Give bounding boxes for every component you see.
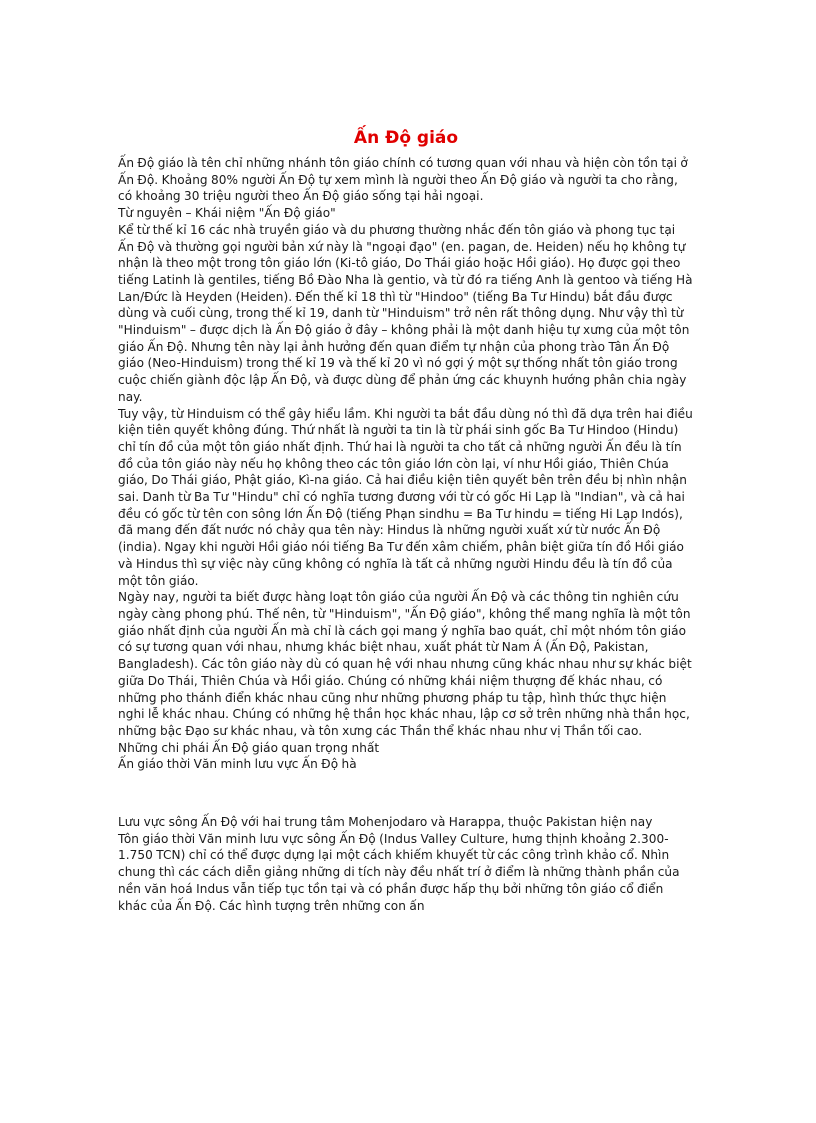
heading-etymology: Từ nguyên – Khái niệm "Ấn Độ giáo" <box>118 206 336 221</box>
heading-indus-religion: Ấn giáo thời Văn minh lưu vực Ấn Độ hà <box>118 757 357 772</box>
paragraph-history: Kể từ thế kỉ 16 các nhà truyền giáo và du phương thường nhắc đến tôn giáo và phong tục tại Ấn Độ và thường gọi người bản xứ này là "ngoại đạo" (en. pagan, de. Heiden) nếu họ không tự nhận là theo một trong tôn giáo lớn (Ki-tô giáo, Do Thái giáo hoặc Hồi giáo). Họ được gọi theo tiếng Latinh là gentiles, tiếng Bồ Đào Nha là gentio, và từ đó ra tiếng Anh là gentoo và tiếng Hà Lan/Đức là Heyden (Heiden). Đến thế kỉ 18 thì từ "Hindoo" (tiếng Ba Tư Hindu) bắt đầu được dùng và cuối cùng, trong thế kỉ 19, danh từ "Hinduism" trở nên rất thông dụng. Như vậy thì từ "Hinduism" – được dịch là Ấn Độ giáo ở đây – không phải là một danh hiệu tự xưng của một tôn giáo Ấn Độ. Nhưng tên này lại ảnh hưởng đến quan điểm tự nhận của phong trào Tân Ấn Độ giáo (Neo-Hinduism) trong thế kỉ 19 và thế kỉ 20 vì nó gợi ý một sự thống nhất tôn giáo trong cuộc chiến giành độc lập Ấn Độ, và được dùng để phản ứng các khuynh hướng phân chia ngày nay. <box>118 222 693 404</box>
document-body <box>118 155 694 914</box>
paragraph-intro: Ấn Độ giáo là tên chỉ những nhánh tôn giáo chính có tương quan với nhau và hiện còn tồn tại ở Ấn Độ. Khoảng 80% người Ấn Độ tự xem mình là người theo Ấn Độ giáo và người ta cho rằng, có khoảng 30 triệu người theo Ấn Độ giáo sống tại hải ngoại. <box>118 156 688 204</box>
heading-branches: Những chi phái Ấn Độ giáo quan trọng nhất <box>118 740 380 755</box>
image-gap <box>118 773 694 814</box>
paragraph-misunderstanding: Tuy vậy, từ Hinduism có thể gây hiểu lầm. Khi người ta bắt đầu dùng nó thì đã dựa trên hai điều kiện tiên quyết không đúng. Thứ nhất là người ta tin là từ phái sinh gốc Ba Tư Hindoo (Hindu) chỉ tín đồ của một tôn giáo nhất định. Thứ hai là người ta cho tất cả những người Ấn đều là tín đồ của tôn giáo này nếu họ không theo các tôn giáo lớn còn lại, ví như Hồi giáo, Thiên Chúa giáo, Do Thái giáo, Phật giáo, Kì-na giáo. Cả hai điều kiện tiên quyết bên trên đều bị nhìn nhận sai. Danh từ Ba Tư "Hindu" chỉ có nghĩa tương đương với từ có gốc Hi Lạp là "Indian", và cả hai đều có gốc từ tên con sông lớn Ấn Độ (tiếng Phạn sindhu = Ba Tư hindu = tiếng Hi Lạp Indós), đã mang đến đất nước nó chảy qua tên này: Hindus là những người xuất xứ từ nước Ấn Độ (india). Ngay khi người Hồi giáo nói tiếng Ba Tư đến xâm chiếm, phân biệt giữa tín đồ Hồi giáo và Hindus thì sự việc này cũng không có nghĩa là tất cả những người Hindu đều là tín đồ của một tôn giáo. <box>118 406 693 588</box>
paragraph-indus: Tôn giáo thời Văn minh lưu vực sông Ấn Độ (Indus Valley Culture, hưng thịnh khoảng 2.300-1.750 TCN) chỉ có thể được dựng lại một cách khiếm khuyết từ các công trình khảo cổ. Nhìn chung thì các cách diễn giảng những di tích này đều nhất trí ở điểm là những thành phần của nền văn hoá Indus vẫn tiếp tục tồn tại và có phần được hấp thụ bởi những tôn giáo cổ điển khác của Ấn Độ. Các hình tượng trên những con ấn <box>118 831 680 913</box>
paragraph-today: Ngày nay, người ta biết được hàng loạt tôn giáo của người Ấn Độ và các thông tin nghiên cứu ngày càng phong phú. Thế nên, từ "Hinduism", "Ấn Độ giáo", không thể mang nghĩa là một tôn giáo nhất định của người Ấn mà chỉ là cách gọi mang ý nghĩa bao quát, chỉ một nhóm tôn giáo có sự tương quan với nhau, nhưng khác biệt nhau, xuất phát từ Nam Á (Ấn Độ, Pakistan, Bangladesh). Các tôn giáo này dù có quan hệ với nhau nhưng cũng khác nhau như sự khác biệt giữa Do Thái, Thiên Chúa và Hồi giáo. Chúng có những khái niệm thượng đế khác nhau, có những pho thánh điển khác nhau cũng như những phương pháp tu tập, hình thức thực hiện nghi lễ khác nhau. Chúng có những hệ thần học khác nhau, lập cơ sở trên những nhà thần học, những bậc Đạo sư khác nhau, và tôn xưng các Thần thể khác nhau như vị Thần tối cao. <box>118 590 692 738</box>
document-page <box>118 122 694 914</box>
image-caption: Lưu vực sông Ấn Độ với hai trung tâm Mohenjodaro và Harappa, thuộc Pakistan hiện nay <box>118 815 653 830</box>
document-title: Ấn Độ giáo <box>353 128 459 148</box>
